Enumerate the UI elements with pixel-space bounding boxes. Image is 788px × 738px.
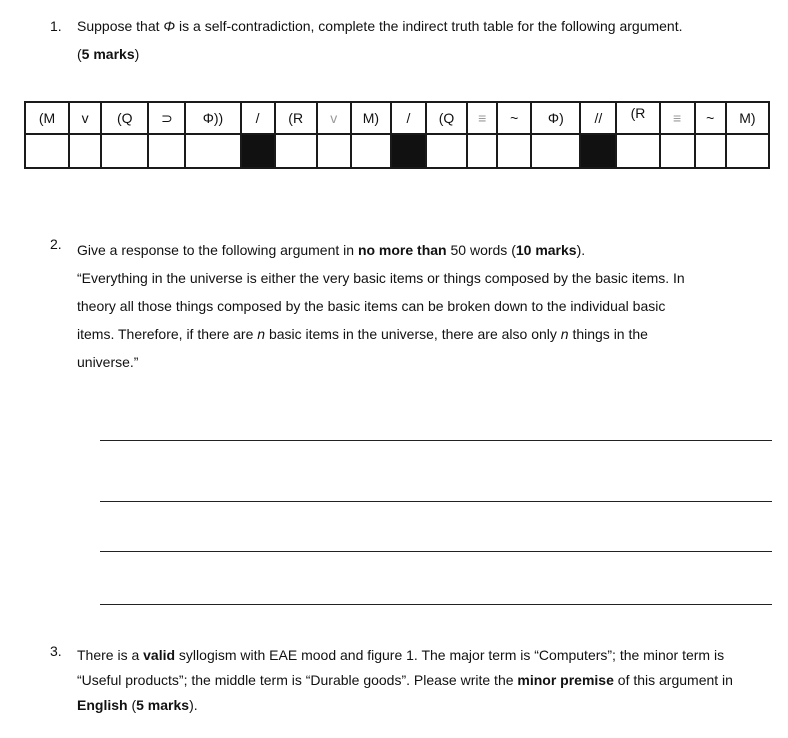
header-cell: (M [25,102,69,134]
header-cell: ≡ [660,102,695,134]
q3-text: “Useful products”; the middle term is “Durable goods”. Please write the [77,672,518,688]
answer-line[interactable] [100,551,772,552]
q1-marks-open: ( [77,46,82,62]
header-cell-text: (R [630,105,646,121]
header-cell: ~ [695,102,726,134]
q1-text-a: Suppose that [77,18,164,34]
answer-cell[interactable] [275,134,317,168]
q1-marks-close: ) [134,46,140,62]
answer-cell[interactable] [695,134,726,168]
header-cell: v [317,102,351,134]
q2-text: 50 words ( [446,242,516,258]
answer-cell[interactable] [467,134,497,168]
answer-cell[interactable] [531,134,580,168]
q2-text: Give a response to the following argument in [77,242,358,258]
answer-cell[interactable] [69,134,101,168]
header-cell: // [580,102,616,134]
q2-marks-value: 10 marks [515,242,577,258]
question-3-number: 3. [50,643,62,659]
answer-cell-blocked [241,134,275,168]
q3-bold-minor-premise: minor premise [517,672,614,688]
truth-table-answer-row [25,134,769,168]
answer-cell[interactable] [148,134,185,168]
header-cell: ~ [497,102,531,134]
question-3-text [77,643,733,718]
q3-line-2 [77,668,733,693]
answer-cell[interactable] [351,134,391,168]
answer-line[interactable] [100,501,772,502]
answer-cell[interactable] [185,134,240,168]
answer-cell[interactable] [726,134,769,168]
q3-bold-valid: valid [143,647,176,663]
header-cell: M) [726,102,769,134]
q2-text: things in the [568,326,648,342]
question-1-prompt [77,18,683,34]
q3-bold-english: English [77,697,128,713]
header-cell: ≡ [467,102,497,134]
answer-cell[interactable] [426,134,467,168]
answer-cell[interactable] [317,134,351,168]
q3-line-1 [77,643,733,668]
answer-cell[interactable] [660,134,695,168]
answer-cell[interactable] [101,134,148,168]
q1-marks-value: 5 marks [81,46,135,62]
answer-cell[interactable] [616,134,659,168]
header-cell: Φ) [531,102,580,134]
header-cell [616,102,659,134]
q2-variable-n: n [560,326,569,342]
q2-text: ). [576,242,586,258]
q2-bold-limit: no more than [357,242,447,258]
header-cell: (R [275,102,317,134]
q2-text: basic items in the universe, there are also only [265,326,561,342]
q3-text: of this argument in [613,672,733,688]
header-cell: / [391,102,426,134]
q2-text: items. Therefore, if there are [77,326,258,342]
answer-cell-blocked [580,134,616,168]
question-1-marks [77,46,139,62]
question-2-text [77,236,767,376]
answer-cell[interactable] [497,134,531,168]
answer-cell[interactable] [25,134,69,168]
header-cell: (Q [426,102,467,134]
header-cell: v [69,102,101,134]
q2-line-5: universe.” [77,354,139,370]
q2-line-4 [77,320,767,348]
q2-line-1 [77,236,767,264]
header-cell: / [241,102,275,134]
q3-text: There is a [77,647,144,663]
q2-line-2: “Everything in the universe is either the very basic items or things composed by the basic items. In [77,270,685,286]
q3-text: syllogism with EAE mood and figure 1. The major term is “Computers”; the minor term is [175,647,725,663]
q2-line-3: theory all those things composed by the basic items can be broken down to the individual basic [77,298,666,314]
answer-cell-blocked [391,134,426,168]
q3-text: ( [127,697,137,713]
q3-line-3 [77,693,733,718]
phi-symbol: Φ [163,18,176,34]
question-1-number: 1. [50,18,62,34]
q2-variable-n: n [257,326,266,342]
header-cell: ⊃ [148,102,185,134]
header-cell: (Q [101,102,148,134]
indirect-truth-table [24,101,770,169]
truth-table-header-row [25,102,769,134]
answer-line[interactable] [100,440,772,441]
header-cell: Φ)) [185,102,240,134]
q3-marks-value: 5 marks [136,697,190,713]
q1-text-b: is a self-contradiction, complete the indirect truth table for the following argument. [175,18,683,34]
question-2-number: 2. [50,236,62,252]
q3-text: ). [189,697,198,713]
header-cell: M) [351,102,391,134]
answer-line[interactable] [100,604,772,605]
